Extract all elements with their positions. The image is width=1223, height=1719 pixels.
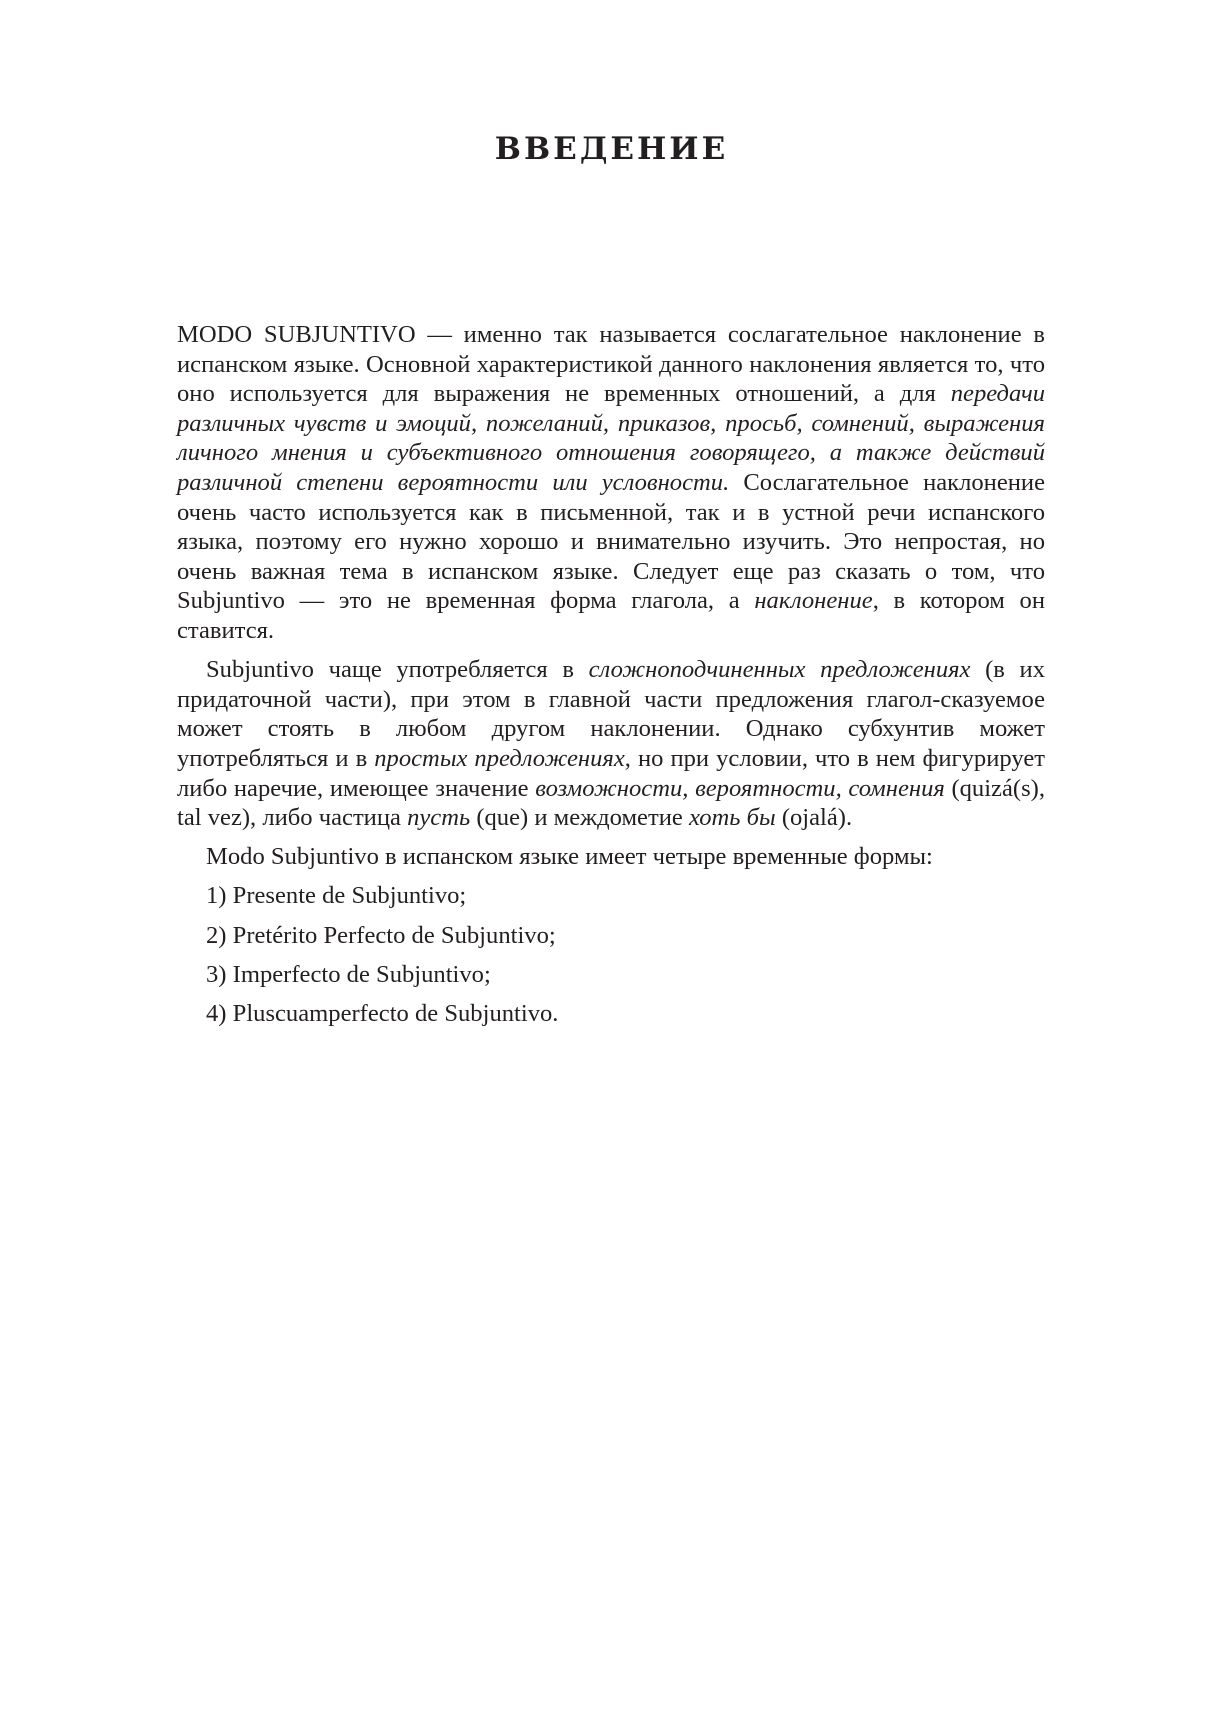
- text-run: , но при условии, что в нем фигурирует либо наречие, имеющее значение: [177, 744, 1046, 802]
- italic-run: наклонение: [754, 587, 873, 615]
- list-item: 2) Pretérito Perfecto de Subjuntivo;: [206, 921, 556, 949]
- text-run: (quizá(s), tal vez), либо частица: [177, 774, 1045, 832]
- text-run: Subjuntivo чаще употребляется в: [206, 656, 589, 684]
- list-item: 3) Imperfecto de Subjuntivo;: [206, 960, 491, 988]
- text-run: Сослагательное наклонение очень часто используется как в письменной, так и в устной речи испанского языка, поэтому его нужно хорошо и внимательно изучить. Это непростая, но очень важная тема в испанском языке. Следует еще раз сказать о том, что Subjuntivo — это не временная форма глагола, а: [177, 468, 1045, 615]
- paragraph-forms: Modo Subjuntivo в испанском языке имеет четыре временные формы:: [206, 843, 933, 871]
- italic-run: передачи различных чувств и эмоций, пожеланий, приказов, просьб, сомнений, выражения личного мнения и субъективного отношения говорящего, а также действий различной степени вероятности или условности.: [177, 380, 1045, 496]
- body-text: [177, 320, 1045, 1038]
- list-item: 1) Presente de Subjuntivo;: [206, 882, 467, 910]
- italic-run: возможности, вероятности, сомнения: [535, 774, 945, 802]
- list-item: 4) Pluscuamperfecto de Subjuntivo.: [206, 1000, 559, 1028]
- paragraph-usage: [177, 655, 1045, 833]
- text-run: MODO SUBJUNTIVO — именно так называется сослагательное наклонение в испанском языке. Основной характеристикой данного наклонения является то, что оно используется для выражения не временных отношений, а для: [177, 321, 1045, 408]
- text-run: (в их придаточной части), при этом в главной части предложения глагол-сказуемое может стоять в любом другом наклонении. Однако субхунтив может употребляться и в: [177, 656, 1046, 772]
- paragraph-intro: [177, 320, 1045, 646]
- italic-run: пусть: [407, 804, 471, 832]
- text-run: (ojalá).: [775, 804, 853, 832]
- italic-run: сложноподчиненных предложениях: [588, 656, 971, 684]
- italic-run: хоть бы: [688, 804, 776, 832]
- italic-run: простых предложениях: [374, 744, 625, 772]
- page-title: ВВЕДЕНИЕ: [494, 131, 729, 167]
- text-run: (que) и междометие: [470, 804, 689, 832]
- text-run: , в котором он ставится.: [177, 587, 1045, 644]
